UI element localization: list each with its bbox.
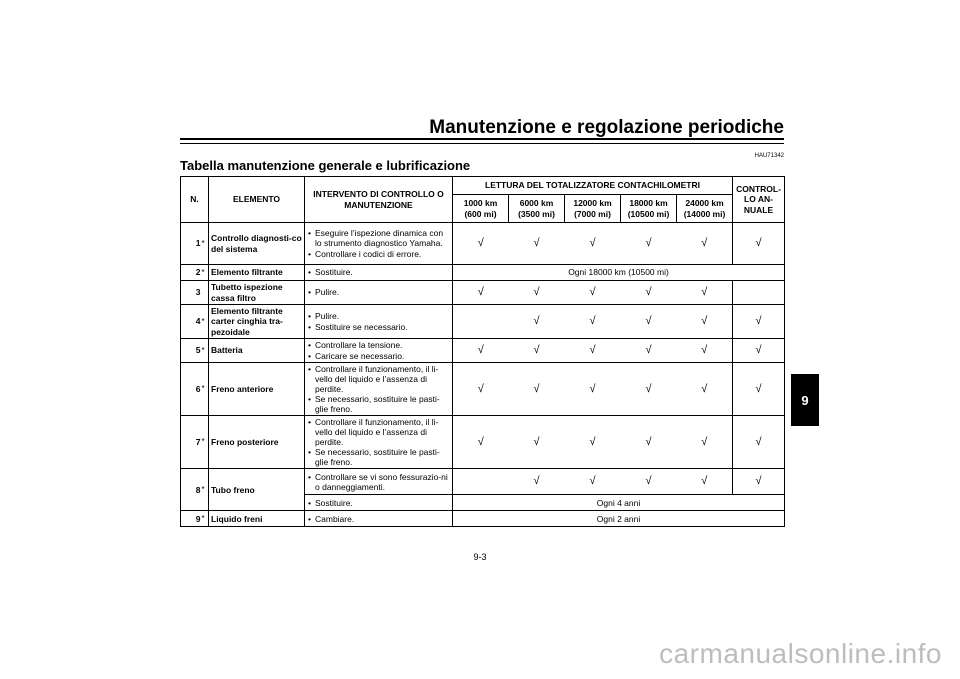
check-mark-cell: √ bbox=[677, 223, 733, 265]
km-value: 18000 km bbox=[629, 198, 668, 209]
operation-item: • Caricare se necessario. bbox=[308, 351, 450, 361]
header-km-4 bbox=[677, 195, 733, 223]
header-km-0 bbox=[453, 195, 509, 223]
header-km-3 bbox=[621, 195, 677, 223]
row-element: Elemento filtrante carter cinghia tra-pezoidale bbox=[209, 305, 305, 339]
page-header-title: Manutenzione e regolazione periodiche bbox=[429, 117, 784, 138]
check-mark-cell: √ bbox=[733, 363, 785, 416]
mi-value: (14000 mi) bbox=[683, 208, 726, 219]
table-row bbox=[181, 223, 785, 265]
mi-value: (10500 mi) bbox=[627, 208, 670, 219]
check-mark-cell: √ bbox=[509, 469, 565, 495]
check-mark-cell: √ bbox=[621, 223, 677, 265]
operation-item: • Controllare il funzionamento, il li-vello del liquido e l’assenza di perdite. bbox=[308, 364, 450, 394]
check-mark-cell bbox=[453, 469, 509, 495]
row-number: 8 bbox=[181, 469, 201, 511]
check-mark-cell: √ bbox=[733, 416, 785, 469]
operation-cell bbox=[305, 265, 453, 281]
row-star: * bbox=[201, 339, 209, 363]
row-star: * bbox=[201, 416, 209, 469]
operation-cell bbox=[305, 223, 453, 265]
row-element: Freno anteriore bbox=[209, 363, 305, 416]
check-mark-cell: √ bbox=[677, 281, 733, 305]
row-element: Liquido freni bbox=[209, 511, 305, 527]
operation-item: • Controllare se vi sono fessurazio-ni o danneggiamenti. bbox=[308, 472, 450, 492]
table-row bbox=[181, 305, 785, 339]
row-star: * bbox=[201, 511, 209, 527]
check-mark-cell: √ bbox=[677, 339, 733, 363]
check-mark-cell: √ bbox=[509, 223, 565, 265]
check-mark-cell: √ bbox=[621, 469, 677, 495]
check-mark-cell: √ bbox=[509, 339, 565, 363]
row-number: 1 bbox=[181, 223, 201, 265]
interval-span: Ogni 4 anni bbox=[453, 495, 785, 511]
row-number: 7 bbox=[181, 416, 201, 469]
check-mark-cell: √ bbox=[453, 363, 509, 416]
check-mark-cell: √ bbox=[565, 281, 621, 305]
table-row bbox=[181, 265, 785, 281]
row-element: Tubetto ispezione cassa filtro bbox=[209, 281, 305, 305]
km-value: 24000 km bbox=[685, 198, 724, 209]
header-annual: CONTROL-LO AN-NUALE bbox=[733, 177, 785, 223]
header-num: N. bbox=[181, 177, 209, 223]
interval-span: Ogni 2 anni bbox=[453, 511, 785, 527]
check-mark-cell: √ bbox=[733, 223, 785, 265]
row-number: 3 bbox=[181, 281, 201, 305]
header-km-2 bbox=[565, 195, 621, 223]
check-mark-cell bbox=[453, 305, 509, 339]
operation-item: • Pulire. bbox=[308, 287, 450, 297]
km-value: 1000 km bbox=[463, 198, 498, 209]
header-element: ELEMENTO bbox=[209, 177, 305, 223]
check-mark-cell: √ bbox=[565, 339, 621, 363]
check-mark-cell: √ bbox=[621, 281, 677, 305]
operation-item: • Sostituire. bbox=[308, 498, 450, 508]
operation-cell bbox=[305, 495, 453, 511]
operation-cell bbox=[305, 511, 453, 527]
row-star: * bbox=[201, 223, 209, 265]
check-mark-cell: √ bbox=[677, 305, 733, 339]
check-mark-cell: √ bbox=[565, 223, 621, 265]
check-mark-cell: √ bbox=[509, 281, 565, 305]
operation-item: • Controllare i codici di errore. bbox=[308, 249, 450, 259]
table-row bbox=[181, 339, 785, 363]
check-mark-cell: √ bbox=[453, 223, 509, 265]
check-mark-cell: √ bbox=[509, 416, 565, 469]
check-mark-cell: √ bbox=[453, 416, 509, 469]
row-element: Controllo diagnosti-co del sistema bbox=[209, 223, 305, 265]
operation-cell bbox=[305, 469, 453, 495]
check-mark-cell: √ bbox=[453, 339, 509, 363]
row-element: Tubo freno bbox=[209, 469, 305, 511]
mi-value: (600 mi) bbox=[464, 208, 497, 219]
operation-item: • Cambiare. bbox=[308, 514, 450, 524]
page-number: 9-3 bbox=[473, 552, 487, 562]
chapter-tab[interactable]: 9 bbox=[791, 374, 819, 426]
row-star bbox=[201, 281, 209, 305]
header-odometer: LETTURA DEL TOTALIZZATORE CONTACHILOMETRI bbox=[453, 177, 733, 195]
check-mark-cell: √ bbox=[733, 339, 785, 363]
check-mark-cell: √ bbox=[565, 363, 621, 416]
check-mark-cell: √ bbox=[509, 363, 565, 416]
table-row bbox=[181, 416, 785, 469]
operation-item: • Eseguire l’ispezione dinamica con lo strumento diagnostico Yamaha. bbox=[308, 228, 450, 248]
table-row bbox=[181, 469, 785, 495]
check-mark-cell: √ bbox=[621, 363, 677, 416]
header-operation: INTERVENTO DI CONTROLLO O MANUTENZIONE bbox=[305, 177, 453, 223]
km-value: 12000 km bbox=[573, 198, 612, 209]
operation-item: • Controllare la tensione. bbox=[308, 340, 450, 350]
maintenance-table bbox=[180, 176, 785, 527]
row-star: * bbox=[201, 469, 209, 511]
operation-cell bbox=[305, 416, 453, 469]
check-mark-cell: √ bbox=[621, 339, 677, 363]
check-mark-cell: √ bbox=[733, 305, 785, 339]
check-mark-cell: √ bbox=[677, 363, 733, 416]
km-value: 6000 km bbox=[519, 198, 554, 209]
watermark: carmanualsonline.info bbox=[659, 638, 942, 669]
row-number: 5 bbox=[181, 339, 201, 363]
operation-cell bbox=[305, 339, 453, 363]
mi-value: (7000 mi) bbox=[574, 208, 611, 219]
operation-item: • Controllare il funzionamento, il li-vello del liquido e l’assenza di perdite. bbox=[308, 417, 450, 447]
operation-item: • Se necessario, sostituire le pasti-glie freno. bbox=[308, 394, 450, 414]
check-mark-cell: √ bbox=[565, 305, 621, 339]
interval-span: Ogni 18000 km (10500 mi) bbox=[453, 265, 785, 281]
row-number: 2 bbox=[181, 265, 201, 281]
operation-cell bbox=[305, 363, 453, 416]
check-mark-cell: √ bbox=[733, 469, 785, 495]
row-number: 4 bbox=[181, 305, 201, 339]
operation-item: • Sostituire. bbox=[308, 267, 450, 277]
section-title: Tabella manutenzione generale e lubrificazione bbox=[180, 158, 471, 173]
check-mark-cell: √ bbox=[677, 469, 733, 495]
check-mark-cell: √ bbox=[621, 416, 677, 469]
mi-value: (3500 mi) bbox=[518, 208, 555, 219]
document-code: HAU71342 bbox=[754, 153, 784, 159]
check-mark-cell: √ bbox=[565, 416, 621, 469]
row-element: Freno posteriore bbox=[209, 416, 305, 469]
check-mark-cell: √ bbox=[565, 469, 621, 495]
table-row bbox=[181, 511, 785, 527]
operation-item: • Se necessario, sostituire le pasti-glie freno. bbox=[308, 447, 450, 467]
operation-cell bbox=[305, 281, 453, 305]
operation-item: • Pulire. bbox=[308, 311, 450, 321]
row-element: Elemento filtrante bbox=[209, 265, 305, 281]
table-row bbox=[181, 281, 785, 305]
row-star: * bbox=[201, 363, 209, 416]
check-mark-cell: √ bbox=[509, 305, 565, 339]
table-row bbox=[181, 363, 785, 416]
operation-cell bbox=[305, 305, 453, 339]
check-mark-cell bbox=[733, 281, 785, 305]
row-element: Batteria bbox=[209, 339, 305, 363]
operation-item: • Sostituire se necessario. bbox=[308, 322, 450, 332]
check-mark-cell: √ bbox=[677, 416, 733, 469]
header-rule-thick bbox=[180, 138, 784, 140]
row-star: * bbox=[201, 305, 209, 339]
row-number: 9 bbox=[181, 511, 201, 527]
check-mark-cell: √ bbox=[621, 305, 677, 339]
row-number: 6 bbox=[181, 363, 201, 416]
header-km-1 bbox=[509, 195, 565, 223]
header-rule-thin bbox=[180, 143, 784, 144]
check-mark-cell: √ bbox=[453, 281, 509, 305]
row-star: * bbox=[201, 265, 209, 281]
